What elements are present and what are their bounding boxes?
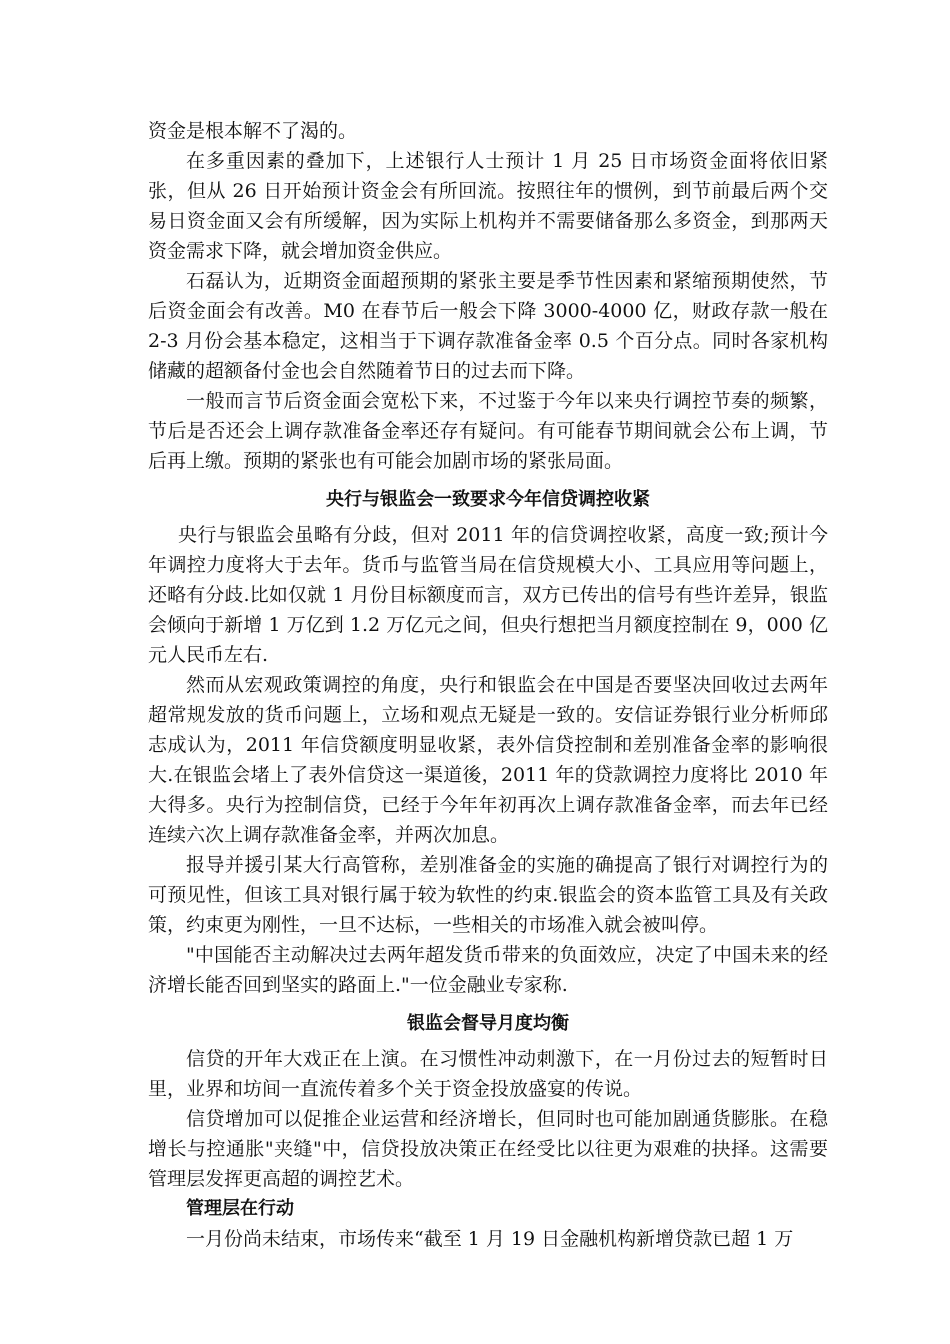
paragraph-intro-4: 一般而言节后资金面会宽松下来，不过鉴于今年以来央行调控节奏的频繁，节后是否还会上调存款准备金率还存有疑问。有可能春节期间就会公布上调，节后再上缴。预期的紧张也有可能会加剧市场的紧张局面。 [148,390,828,472]
paragraph-section2-1: 信贷的开年大戏正在上演。在习惯性冲动刺激下，在一月份过去的短暂时日里，业界和坊间一直流传着多个关于资金投放盛宴的传说。 [148,1048,828,1100]
paragraph-section2-2: 信贷增加可以促推企业运营和经济增长，但同时也可能加剧通货膨胀。在稳增长与控通胀"夹缝"中，信贷投放决策正在经受比以往更为艰难的抉择。这需要管理层发挥更高超的调控艺术。 [148,1108,828,1190]
paragraph-section1-2: 然而从宏观政策调控的角度，央行和银监会在中国是否要坚决回收过去两年超常规发放的货币问题上，立场和观点无疑是一致的。安信证券银行业分析师邱志成认为，2011 年信贷额度明显收紧，表外信贷控制和差别准备金率的影响很大.在银监会堵上了表外信贷这一渠道後，2011 年的贷款调控力度将比 2010 年大得多。央行为控制信贷，已经于今年年初再次上调存款准备金率，而去年已经连续六次上调存款准备金率，并两次加息。 [148,674,828,846]
paragraph-intro-2: 在多重因素的叠加下，上述银行人士预计 1 月 25 日市场资金面将依旧紧张，但从 26 日开始预计资金会有所回流。按照往年的惯例，到节前最后两个交易日资金面又会有所缓解，因为实际上机构并不需要储备那么多资金，到那两天资金需求下降，就会增加资金供应。 [148,150,828,262]
section-heading-credit-control: 央行与银监会一致要求今年信贷调控收紧 [326,489,650,510]
subheading-management-action: 管理层在行动 [186,1198,294,1219]
paragraph-section1-3: 报导并援引某大行高管称，差别准备金的实施的确提高了银行对调控行为的可预见性，但该工具对银行属于较为软性的约束.银监会的资本监管工具及有关政策，约束更为刚性，一旦不达标，一些相关的市场准入就会被叫停。 [148,854,828,936]
document-page [148,116,828,1254]
paragraph-section1-1: 央行与银监会虽略有分歧，但对 2011 年的信贷调控收紧，高度一致;预计今年调控力度将大于去年。货币与监管当局在信贷规模大小、工具应用等问题上，还略有分歧.比如仅就 1 月份目标额度而言，双方已传出的信号有些许差异，银监会倾向于新增 1 万亿到 1.2 万亿元之间，但央行想把当月额度控制在 9，000 亿元人民币左右. [148,524,828,666]
section-heading-monthly-balance: 银监会督导月度均衡 [407,1013,569,1034]
paragraph-section2-last: 一月份尚未结束，市场传来“截至 1 月 19 日金融机构新增贷款已超 1 万 [186,1228,794,1250]
paragraph-section1-4: "中国能否主动解决过去两年超发货币带来的负面效应，决定了中国未来的经济增长能否回到坚实的路面上."一位金融业专家称. [148,944,828,996]
paragraph-intro-3: 石磊认为，近期资金面超预期的紧张主要是季节性因素和紧缩预期使然，节后资金面会有改善。M0 在春节后一般会下降 3000-4000 亿，财政存款一般在 2-3 月份会基本稳定，这相当于下调存款准备金率 0.5 个百分点。同时各家机构储藏的超额备付金也会自然随着节日的过去而下降。 [148,270,828,382]
paragraph-intro-1: 资金是根本解不了渴的。 [148,120,358,142]
